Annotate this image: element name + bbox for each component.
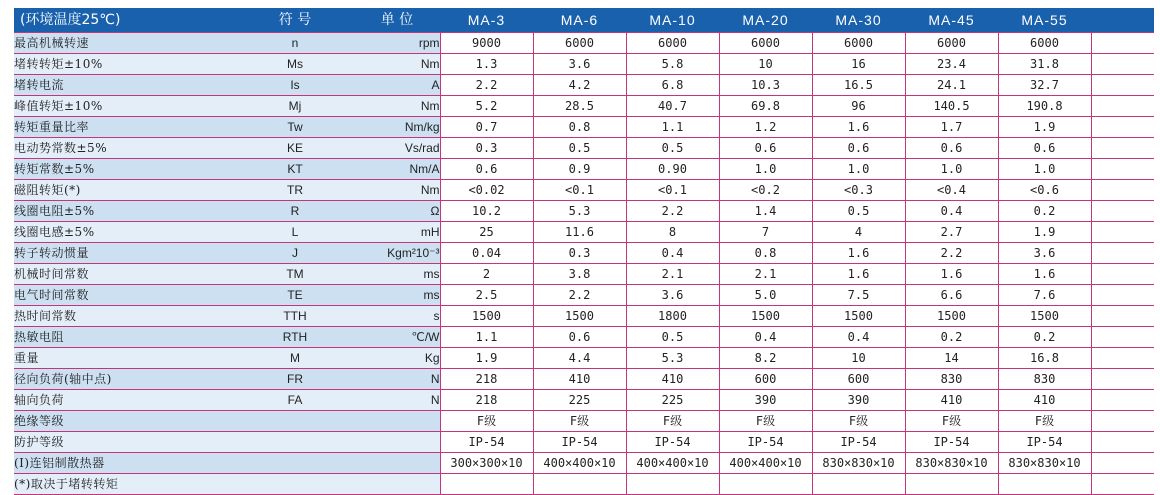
table-row xyxy=(14,159,1154,180)
value-cell: 0.6 xyxy=(533,327,626,348)
parameter-unit: ℃/W xyxy=(354,327,440,348)
table-row xyxy=(14,243,1154,264)
value-cell: 0.04 xyxy=(440,243,533,264)
value-cell: 1.6 xyxy=(812,264,905,285)
table-row xyxy=(14,201,1154,222)
parameter-symbol: L xyxy=(236,222,354,243)
value-cell: 410 xyxy=(905,390,998,411)
parameter-name: 机械时间常数 xyxy=(14,264,236,285)
parameter-symbol: Mj xyxy=(236,96,354,117)
parameter-name: 磁阻转矩(*) xyxy=(14,180,236,201)
value-cell: 140.5 xyxy=(905,96,998,117)
parameter-symbol: Ms xyxy=(236,54,354,75)
parameter-unit xyxy=(354,453,440,474)
value-cell: 0.6 xyxy=(719,138,812,159)
value-cell: 10 xyxy=(719,54,812,75)
parameter-name: 热敏电阻 xyxy=(14,327,236,348)
parameter-symbol: TR xyxy=(236,180,354,201)
motor-spec-table xyxy=(14,8,1154,495)
table-row xyxy=(14,306,1154,327)
value-cell: 3.6 xyxy=(998,243,1091,264)
table-row xyxy=(14,285,1154,306)
parameter-unit: Nm xyxy=(354,96,440,117)
table-row xyxy=(14,138,1154,159)
model-header: MA-20 xyxy=(719,8,812,33)
row-spacer xyxy=(1091,285,1154,306)
parameter-unit: Kgm²10⁻³ xyxy=(354,243,440,264)
value-cell: 3.6 xyxy=(626,285,719,306)
value-cell: 1.9 xyxy=(440,348,533,369)
value-cell: 6000 xyxy=(905,33,998,54)
value-cell: 400×400×10 xyxy=(533,453,626,474)
value-cell: 1.0 xyxy=(905,159,998,180)
row-spacer xyxy=(1091,138,1154,159)
value-cell: 830×830×10 xyxy=(998,453,1091,474)
value-cell: 10.3 xyxy=(719,75,812,96)
value-cell: 2.2 xyxy=(626,201,719,222)
parameter-symbol: J xyxy=(236,243,354,264)
value-cell: 0.5 xyxy=(626,327,719,348)
value-cell: 69.8 xyxy=(719,96,812,117)
row-spacer xyxy=(1091,411,1154,432)
table-row xyxy=(14,432,1154,453)
row-spacer xyxy=(1091,159,1154,180)
value-cell: 1500 xyxy=(905,306,998,327)
value-cell: <0.2 xyxy=(719,180,812,201)
value-cell: 2 xyxy=(440,264,533,285)
row-spacer xyxy=(1091,348,1154,369)
value-cell: 2.7 xyxy=(905,222,998,243)
parameter-symbol xyxy=(236,432,354,453)
value-cell: 410 xyxy=(998,390,1091,411)
parameter-symbol: FA xyxy=(236,390,354,411)
value-cell: IP-54 xyxy=(719,432,812,453)
parameter-symbol: n xyxy=(236,33,354,54)
value-cell: 11.6 xyxy=(533,222,626,243)
value-cell: 6.8 xyxy=(626,75,719,96)
value-cell: 400×400×10 xyxy=(626,453,719,474)
table-row xyxy=(14,117,1154,138)
value-cell: 218 xyxy=(440,369,533,390)
value-cell: 1.0 xyxy=(998,159,1091,180)
value-cell: F级 xyxy=(626,411,719,432)
parameter-name: 转子转动惯量 xyxy=(14,243,236,264)
parameter-unit: Ω xyxy=(354,201,440,222)
value-cell: 1.7 xyxy=(905,117,998,138)
value-cell: 1.9 xyxy=(998,222,1091,243)
parameter-unit: ms xyxy=(354,264,440,285)
table-row xyxy=(14,453,1154,474)
value-cell: 218 xyxy=(440,390,533,411)
parameter-symbol: R xyxy=(236,201,354,222)
value-cell: <0.6 xyxy=(998,180,1091,201)
value-cell: IP-54 xyxy=(533,432,626,453)
value-cell: 1.4 xyxy=(719,201,812,222)
value-cell: 24.1 xyxy=(905,75,998,96)
value-cell: 190.8 xyxy=(998,96,1091,117)
row-spacer xyxy=(1091,390,1154,411)
value-cell: 0.9 xyxy=(533,159,626,180)
value-cell: IP-54 xyxy=(905,432,998,453)
value-cell: 225 xyxy=(533,390,626,411)
value-cell: 2.5 xyxy=(440,285,533,306)
value-cell: 0.4 xyxy=(719,327,812,348)
value-cell: F级 xyxy=(905,411,998,432)
table-row xyxy=(14,390,1154,411)
model-header: MA-3 xyxy=(440,8,533,33)
value-cell: 0.90 xyxy=(626,159,719,180)
value-cell: 7 xyxy=(719,222,812,243)
value-cell: 6000 xyxy=(812,33,905,54)
value-cell: 830 xyxy=(998,369,1091,390)
parameter-symbol xyxy=(236,453,354,474)
row-spacer xyxy=(1091,96,1154,117)
value-cell: 1.0 xyxy=(812,159,905,180)
symbol-header: 符 号 xyxy=(236,8,354,33)
parameter-unit: s xyxy=(354,306,440,327)
value-cell xyxy=(998,474,1091,495)
parameter-name: 绝缘等级 xyxy=(14,411,236,432)
value-cell: <0.1 xyxy=(533,180,626,201)
value-cell: 6000 xyxy=(719,33,812,54)
row-spacer xyxy=(1091,222,1154,243)
value-cell: 4.4 xyxy=(533,348,626,369)
value-cell: 0.6 xyxy=(440,159,533,180)
value-cell: 5.8 xyxy=(626,54,719,75)
value-cell: 0.3 xyxy=(440,138,533,159)
value-cell: 1.1 xyxy=(440,327,533,348)
value-cell: 32.7 xyxy=(998,75,1091,96)
value-cell: 0.8 xyxy=(719,243,812,264)
row-spacer xyxy=(1091,75,1154,96)
value-cell: 0.2 xyxy=(905,327,998,348)
value-cell: 6000 xyxy=(998,33,1091,54)
value-cell: 830 xyxy=(905,369,998,390)
value-cell: 4.2 xyxy=(533,75,626,96)
value-cell: 6000 xyxy=(626,33,719,54)
value-cell: 830×830×10 xyxy=(905,453,998,474)
value-cell xyxy=(719,474,812,495)
value-cell: F级 xyxy=(440,411,533,432)
value-cell: 1500 xyxy=(719,306,812,327)
parameter-unit xyxy=(354,432,440,453)
value-cell: 1.3 xyxy=(440,54,533,75)
value-cell: 10.2 xyxy=(440,201,533,222)
parameter-name: 电动势常数±5% xyxy=(14,138,236,159)
value-cell: <0.4 xyxy=(905,180,998,201)
value-cell: 1.0 xyxy=(719,159,812,180)
value-cell: 390 xyxy=(812,390,905,411)
value-cell: 300×300×10 xyxy=(440,453,533,474)
value-cell: 23.4 xyxy=(905,54,998,75)
value-cell: 25 xyxy=(440,222,533,243)
value-cell: 1800 xyxy=(626,306,719,327)
value-cell: 5.2 xyxy=(440,96,533,117)
value-cell: 600 xyxy=(812,369,905,390)
value-cell: 2.2 xyxy=(533,285,626,306)
table-row xyxy=(14,348,1154,369)
model-header: MA-45 xyxy=(905,8,998,33)
table-row xyxy=(14,180,1154,201)
value-cell: 2.2 xyxy=(440,75,533,96)
parameter-symbol: Is xyxy=(236,75,354,96)
value-cell: 2.2 xyxy=(905,243,998,264)
parameter-symbol: RTH xyxy=(236,327,354,348)
value-cell: <0.1 xyxy=(626,180,719,201)
row-spacer xyxy=(1091,33,1154,54)
row-spacer xyxy=(1091,327,1154,348)
row-spacer xyxy=(1091,432,1154,453)
value-cell: 7.6 xyxy=(998,285,1091,306)
value-cell: 2.1 xyxy=(719,264,812,285)
parameter-symbol: TM xyxy=(236,264,354,285)
parameter-unit: N xyxy=(354,390,440,411)
value-cell: 16 xyxy=(812,54,905,75)
row-spacer xyxy=(1091,180,1154,201)
parameter-name: 转矩常数±5% xyxy=(14,159,236,180)
table-row xyxy=(14,33,1154,54)
value-cell: 6.6 xyxy=(905,285,998,306)
parameter-symbol: KT xyxy=(236,159,354,180)
condition-header: (环境温度25℃) xyxy=(14,8,236,33)
parameter-unit: Kg xyxy=(354,348,440,369)
value-cell: 1500 xyxy=(998,306,1091,327)
table-row xyxy=(14,264,1154,285)
value-cell: 2.1 xyxy=(626,264,719,285)
value-cell: 31.8 xyxy=(998,54,1091,75)
value-cell: 0.6 xyxy=(905,138,998,159)
parameter-unit xyxy=(354,474,440,495)
row-spacer xyxy=(1091,369,1154,390)
header-row xyxy=(14,8,1154,33)
value-cell: 3.8 xyxy=(533,264,626,285)
value-cell: <0.02 xyxy=(440,180,533,201)
value-cell: 7.5 xyxy=(812,285,905,306)
value-cell: IP-54 xyxy=(440,432,533,453)
row-spacer xyxy=(1091,306,1154,327)
table-row xyxy=(14,411,1154,432)
value-cell: 0.3 xyxy=(533,243,626,264)
value-cell: 225 xyxy=(626,390,719,411)
parameter-name: 热时间常数 xyxy=(14,306,236,327)
parameter-unit: ms xyxy=(354,285,440,306)
parameter-name: 线圈电阻±5% xyxy=(14,201,236,222)
value-cell: 1.1 xyxy=(626,117,719,138)
value-cell: F级 xyxy=(998,411,1091,432)
value-cell: 9000 xyxy=(440,33,533,54)
value-cell: 1.6 xyxy=(905,264,998,285)
value-cell: 1500 xyxy=(440,306,533,327)
value-cell: 1.9 xyxy=(998,117,1091,138)
parameter-name: 线圈电感±5% xyxy=(14,222,236,243)
parameter-symbol: TE xyxy=(236,285,354,306)
row-spacer xyxy=(1091,264,1154,285)
parameter-name: 重量 xyxy=(14,348,236,369)
parameter-name: (*)取决于堵转转矩 xyxy=(14,474,236,495)
value-cell xyxy=(440,474,533,495)
model-header: MA-10 xyxy=(626,8,719,33)
parameter-name: 堵转转矩±10% xyxy=(14,54,236,75)
value-cell: 16.8 xyxy=(998,348,1091,369)
parameter-symbol: M xyxy=(236,348,354,369)
table-row xyxy=(14,369,1154,390)
parameter-unit xyxy=(354,411,440,432)
value-cell: 0.5 xyxy=(812,201,905,222)
parameter-symbol xyxy=(236,411,354,432)
parameter-name: 转矩重量比率 xyxy=(14,117,236,138)
parameter-name: 最高机械转速 xyxy=(14,33,236,54)
value-cell: 3.6 xyxy=(533,54,626,75)
value-cell xyxy=(626,474,719,495)
value-cell: 0.7 xyxy=(440,117,533,138)
parameter-unit: N xyxy=(354,369,440,390)
value-cell: 40.7 xyxy=(626,96,719,117)
model-header: MA-55 xyxy=(998,8,1091,33)
value-cell: 96 xyxy=(812,96,905,117)
value-cell: 0.2 xyxy=(998,327,1091,348)
value-cell: 410 xyxy=(533,369,626,390)
table-row xyxy=(14,75,1154,96)
value-cell: F级 xyxy=(719,411,812,432)
parameter-name: (I)连铝制散热器 xyxy=(14,453,236,474)
table-row xyxy=(14,222,1154,243)
row-spacer xyxy=(1091,243,1154,264)
value-cell: 0.4 xyxy=(626,243,719,264)
value-cell: 600 xyxy=(719,369,812,390)
parameter-unit: A xyxy=(354,75,440,96)
value-cell: IP-54 xyxy=(998,432,1091,453)
value-cell: 400×400×10 xyxy=(719,453,812,474)
value-cell: 5.0 xyxy=(719,285,812,306)
value-cell xyxy=(533,474,626,495)
value-cell: 4 xyxy=(812,222,905,243)
value-cell: 410 xyxy=(626,369,719,390)
row-spacer xyxy=(1091,453,1154,474)
table-row xyxy=(14,96,1154,117)
value-cell: 5.3 xyxy=(626,348,719,369)
parameter-name: 径向负荷(轴中点) xyxy=(14,369,236,390)
value-cell: IP-54 xyxy=(812,432,905,453)
value-cell: 16.5 xyxy=(812,75,905,96)
parameter-symbol xyxy=(236,474,354,495)
value-cell: 28.5 xyxy=(533,96,626,117)
value-cell: 1.6 xyxy=(812,117,905,138)
model-header: MA-6 xyxy=(533,8,626,33)
parameter-name: 防护等级 xyxy=(14,432,236,453)
parameter-unit: Nm xyxy=(354,54,440,75)
header-spacer xyxy=(1091,8,1154,33)
parameter-unit: mH xyxy=(354,222,440,243)
parameter-name: 电气时间常数 xyxy=(14,285,236,306)
value-cell: 10 xyxy=(812,348,905,369)
row-spacer xyxy=(1091,474,1154,495)
parameter-unit: rpm xyxy=(354,33,440,54)
value-cell: 0.4 xyxy=(812,327,905,348)
parameter-unit: Nm/A xyxy=(354,159,440,180)
value-cell xyxy=(905,474,998,495)
value-cell: 1.6 xyxy=(998,264,1091,285)
value-cell: IP-54 xyxy=(626,432,719,453)
table-row xyxy=(14,54,1154,75)
value-cell: 0.8 xyxy=(533,117,626,138)
value-cell: 14 xyxy=(905,348,998,369)
value-cell: 0.6 xyxy=(998,138,1091,159)
parameter-name: 峰值转矩±10% xyxy=(14,96,236,117)
value-cell: 5.3 xyxy=(533,201,626,222)
value-cell: 1.6 xyxy=(812,243,905,264)
row-spacer xyxy=(1091,54,1154,75)
parameter-unit: Nm/kg xyxy=(354,117,440,138)
unit-header: 单 位 xyxy=(354,8,440,33)
value-cell: 1500 xyxy=(533,306,626,327)
value-cell: F级 xyxy=(533,411,626,432)
value-cell: 8 xyxy=(626,222,719,243)
row-spacer xyxy=(1091,117,1154,138)
value-cell: <0.3 xyxy=(812,180,905,201)
table-row xyxy=(14,327,1154,348)
value-cell: 390 xyxy=(719,390,812,411)
parameter-name: 堵转电流 xyxy=(14,75,236,96)
value-cell: 0.2 xyxy=(998,201,1091,222)
value-cell: 8.2 xyxy=(719,348,812,369)
model-header: MA-30 xyxy=(812,8,905,33)
value-cell: 1.2 xyxy=(719,117,812,138)
parameter-symbol: TTH xyxy=(236,306,354,327)
table-row xyxy=(14,474,1154,495)
value-cell: 6000 xyxy=(533,33,626,54)
value-cell: 1500 xyxy=(812,306,905,327)
value-cell xyxy=(812,474,905,495)
value-cell: 0.5 xyxy=(533,138,626,159)
value-cell: F级 xyxy=(812,411,905,432)
parameter-symbol: Tw xyxy=(236,117,354,138)
parameter-name: 轴向负荷 xyxy=(14,390,236,411)
row-spacer xyxy=(1091,201,1154,222)
parameter-unit: Vs/rad xyxy=(354,138,440,159)
value-cell: 830×830×10 xyxy=(812,453,905,474)
value-cell: 0.4 xyxy=(905,201,998,222)
parameter-unit: Nm xyxy=(354,180,440,201)
parameter-symbol: KE xyxy=(236,138,354,159)
parameter-symbol: FR xyxy=(236,369,354,390)
value-cell: 0.6 xyxy=(812,138,905,159)
value-cell: 0.5 xyxy=(626,138,719,159)
